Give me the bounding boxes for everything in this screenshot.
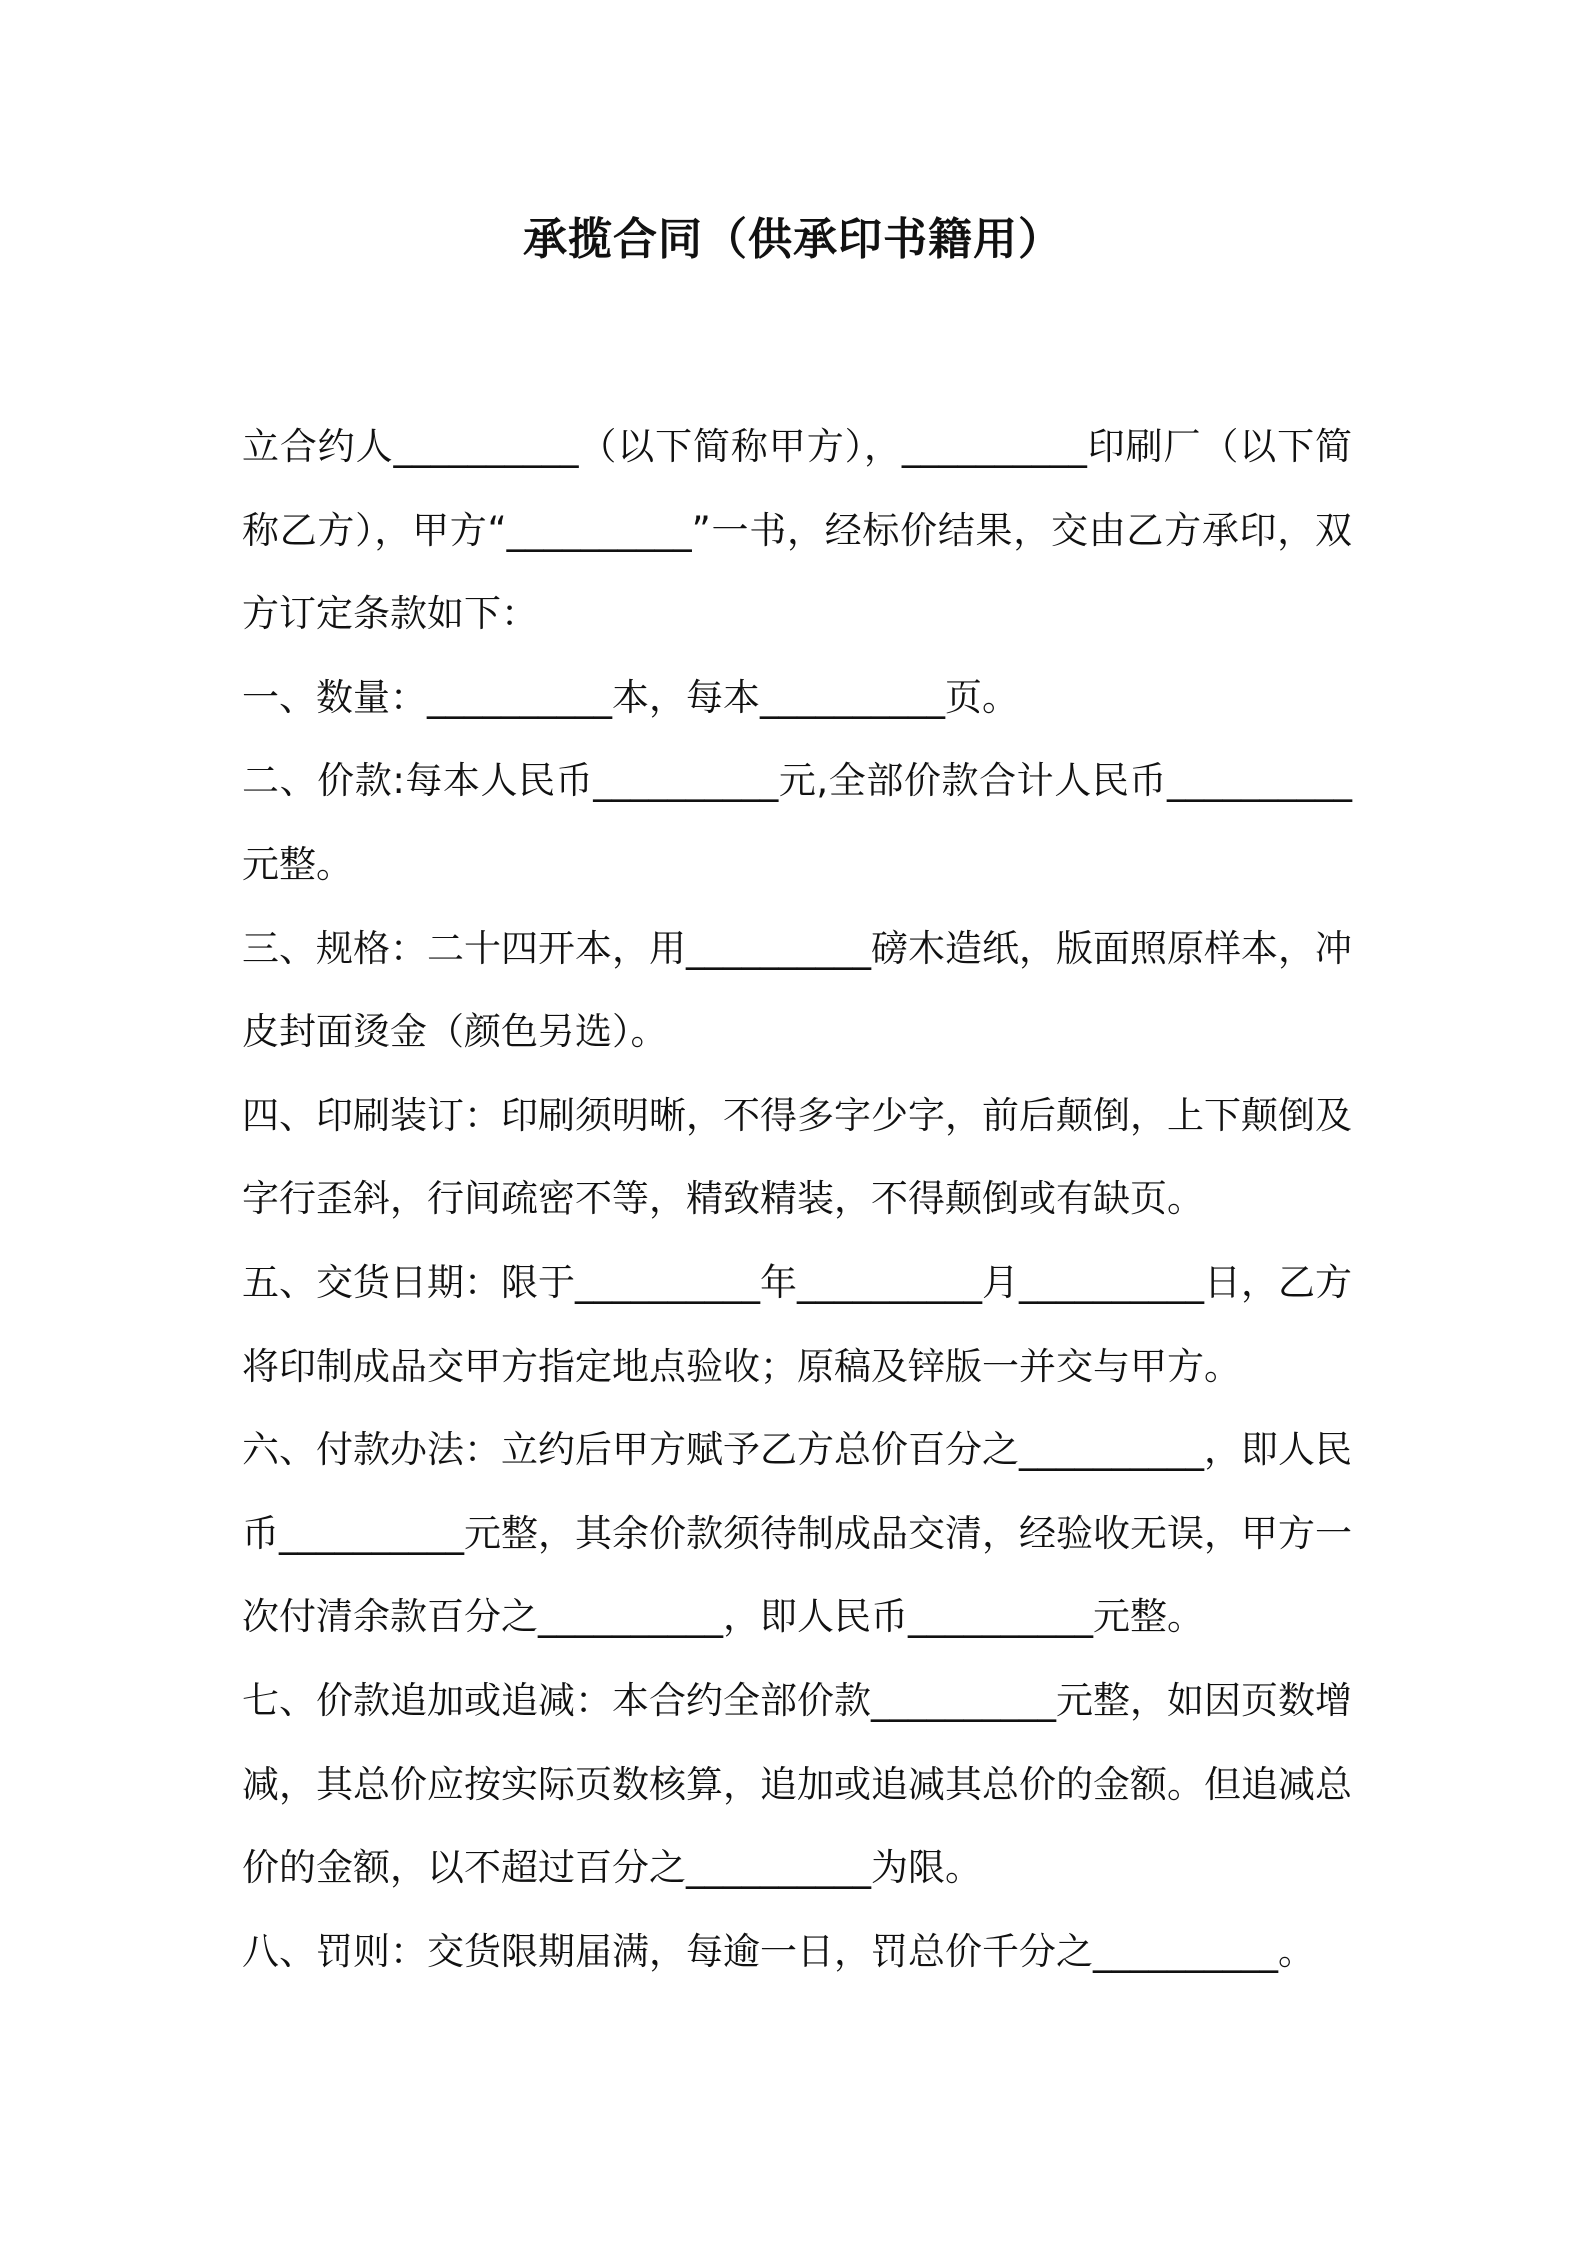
clause-delivery-date: 五、交货日期：限于__________年__________月__________日，乙方将印制成品交甲方指定地点验收；原稿及锌版一并交与甲方。 — [242, 1260, 1352, 1388]
clause-printing-binding: 四、印刷装订：印刷须明晰，不得多字少字，前后颠倒，上下颠倒及字行歪斜，行间疏密不等，精致精装，不得颠倒或有缺页。 — [242, 1093, 1352, 1221]
contract-preamble: 立合约人__________（以下简称甲方），__________印刷厂（以下简称乙方），甲方“__________”一书，经标价结果，交由乙方承印，双方订定条款如下： — [242, 425, 1352, 636]
clause-quantity: 一、数量：__________本，每本__________页。 — [242, 675, 1019, 719]
clause-penalty: 八、罚则：交货限期届满，每逾一日，罚总价千分之__________。 — [242, 1929, 1315, 1973]
clause-price-adjustment: 七、价款追加或追减：本合约全部价款__________元整，如因页数增减，其总价应按实际页数核算，追加或追减其总价的金额。但追减总价的金额，以不超过百分之__________为限。 — [242, 1678, 1352, 1890]
contract-body — [242, 405, 1352, 1993]
page-title: 承揽合同（供承印书籍用） — [523, 214, 1063, 265]
clause-specification: 三、规格：二十四开本，用__________磅木造纸，版面照原样本，冲皮封面烫金（颜色另选）。 — [242, 926, 1352, 1054]
clause-price: 二、价款:每本人民币__________元,全部价款合计人民币__________元整。 — [242, 759, 1352, 886]
clause-payment-method: 六、付款办法：立约后甲方赋予乙方总价百分之__________，即人民币__________元整，其余价款须待制成品交清，经验收无误，甲方一次付清余款百分之__________，即人民币__________元整。 — [242, 1428, 1352, 1639]
